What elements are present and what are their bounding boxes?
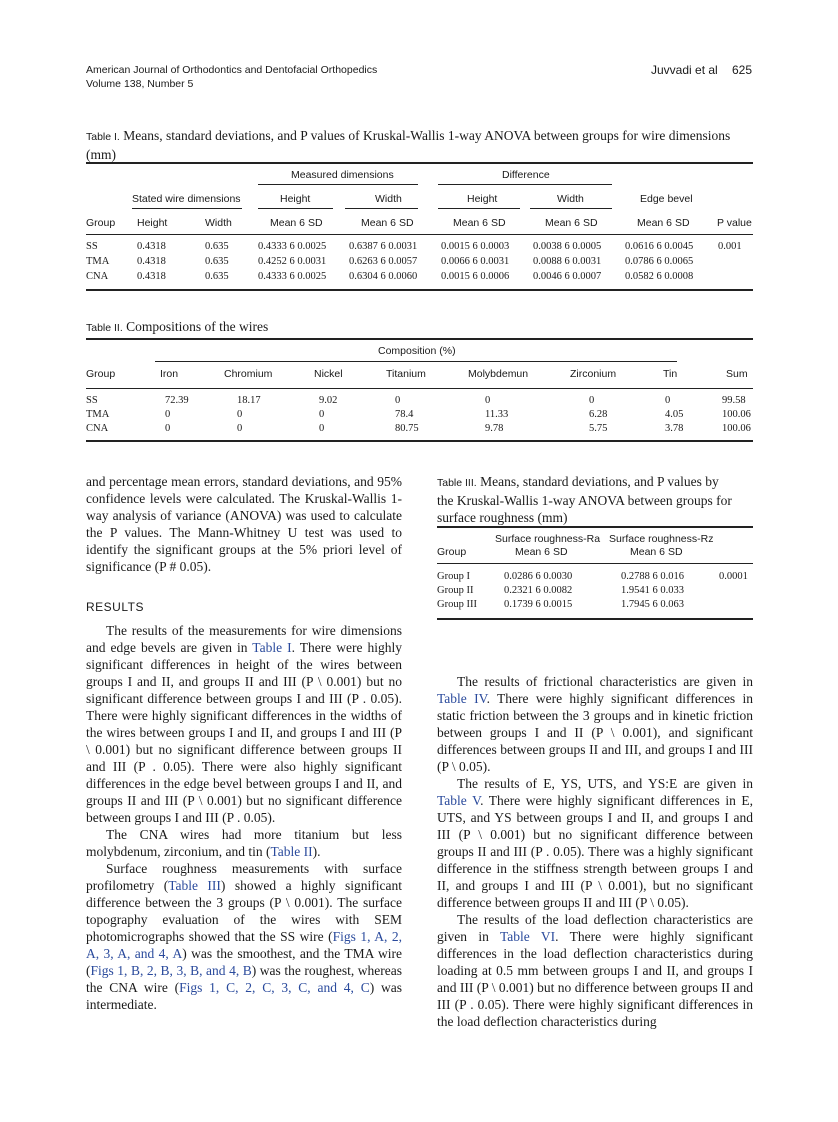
table2-cell: 9.78: [485, 423, 504, 434]
table1-cell-mh: 0.4333 6 0.0025: [258, 271, 327, 282]
table2-cell: TMA: [86, 409, 110, 420]
table1-cell-dw: 0.0088 6 0.0031: [533, 256, 602, 267]
results-paragraph-3: Surface roughness measurements with surface profilometry (Table III) showed a highly significant difference between the 3 groups (P \ 0.001). The surface topography evaluation of the wires with SEM photomicrographs showed that the SS wire (Figs 1, A, 2, A, 3, A, and 4, A) was the smoothest, and the TMA wire (Figs 1, B, 2, B, 3, B, and 4, B) was the roughest, whereas the CNA wire (Figs 1, C, 2, C, 3, C, and 4, C) was intermediate.: [86, 861, 403, 1012]
table2-cell: 0: [485, 395, 491, 406]
table2-cell: 0: [237, 409, 243, 420]
left-column-intro: [86, 473, 402, 575]
results-paragraph-1: The results of the measurements for wire dimensions and edge bevels are given in Table I. There were highly significant differences in height of the wires between groups I and II, and groups II and III (P \ 0.001) but no significant difference between groups I and III (P . 0.05). There were highly significant differences in the widths of the wires between groups I and II, and groups I and III (P \ 0.001) but no significant difference between groups II and III (P . 0.05). There were also highly significant differences in the edge bevel between groups I and II, and groups II and III (P \ 0.001) but no significant difference between groups I and III (P . 0.05).: [86, 623, 402, 825]
table3-cell-rz: 0.2788 6 0.016: [621, 571, 684, 582]
table2-caption-text: Compositions of the wires: [126, 319, 269, 334]
table1-mw-rule: [345, 208, 418, 209]
table3-cell-rz: 1.7945 6 0.063: [621, 599, 684, 610]
table3-col-group: Group: [437, 546, 467, 558]
table1-edge-bevel: Edge bevel: [640, 193, 693, 205]
table1-measured-header: Measured dimensions: [291, 169, 394, 181]
table1-cell-dh: 0.0015 6 0.0006: [441, 271, 510, 282]
table3-rz-header: Surface roughness-Rz: [609, 533, 714, 545]
table3-cell-g: Group II: [437, 585, 474, 596]
running-authors: Juvvadi et al: [651, 63, 718, 77]
figs-c-link[interactable]: Figs 1, C, 2, C, 3, C, and 4, C: [179, 980, 370, 995]
table1-cell-eb: 0.0786 6 0.0065: [625, 256, 694, 267]
table3-ra-header: Surface roughness-Ra: [495, 533, 601, 545]
table1-cell-g: TMA: [86, 256, 110, 267]
table3-label: Table III.: [437, 477, 477, 489]
table1-cell-eb: 0.0616 6 0.0045: [625, 241, 694, 252]
table2-cell: SS: [86, 395, 98, 406]
table1-col-mean-dw: Mean 6 SD: [545, 217, 598, 229]
page-number: 625: [732, 63, 753, 77]
table2-cell: 11.33: [485, 409, 509, 420]
table2-col-header: Chromium: [224, 368, 273, 380]
table2-cell: 100.06: [722, 409, 751, 420]
table3-caption: [437, 473, 753, 526]
table1-difference-width: Width: [557, 193, 584, 205]
table1-cell-h: 0.4318: [137, 241, 166, 252]
table2-cell: 0: [395, 395, 401, 406]
table3-ra-mean: Mean 6 SD: [515, 546, 568, 558]
results-paragraph-2: The CNA wires had more titanium but less molybdenum, zirconium, and tin (Table II).: [86, 827, 402, 859]
table1-measured-rule: [258, 184, 418, 185]
table2-cell: 0: [319, 409, 325, 420]
table1-stated-rule: [132, 208, 242, 209]
table1-col-height: Height: [137, 217, 168, 229]
table1-caption: [86, 127, 754, 163]
table1-cell-w: 0.635: [205, 241, 229, 252]
table1-dh-rule: [438, 208, 520, 209]
left-column-results: [86, 622, 402, 1013]
table2-cell: 0: [589, 395, 595, 406]
results-paragraph-4: The results of frictional characteristics are given in Table IV. There were highly significant differences in static friction between the 3 groups and in kinetic friction between groups I and II (P \ 0.001), and significant differences between groups II and III, and groups I and III (P \ 0.05).: [437, 674, 753, 774]
table1-caption-text: Means, standard deviations, and P values of Kruskal-Wallis 1-way ANOVA between groups for wire dimensions (mm): [86, 128, 731, 162]
results-paragraph-5: The results of E, YS, UTS, and YS:E are given in Table V. There were highly significant differences in E, UTS, and YS between groups I and II, and groups I and III (P \ 0.001) but no significant difference between groups II and III (P . 0.05). There was a highly significant difference in the stiffness strength between groups I and II, and groups I and III (P \ 0.001), but no significant difference between groups II and III (P \ 0.05).: [437, 776, 753, 910]
table3-caption-l3: surface roughness (mm): [437, 510, 568, 525]
table1-col-mean-mh: Mean 6 SD: [270, 217, 323, 229]
table1-cell-w: 0.635: [205, 256, 229, 267]
table3-cell-rz: 1.9541 6 0.033: [621, 585, 684, 596]
table3-cell-g: Group I: [437, 571, 470, 582]
table4-link[interactable]: Table IV: [437, 691, 487, 706]
table1-difference-rule: [438, 184, 612, 185]
journal-title: American Journal of Orthodontics and Dentofacial Orthopedics: [86, 64, 378, 76]
table3-bottom-rule: [437, 618, 753, 620]
table1-top-rule: [86, 162, 753, 164]
table1-difference-header: Difference: [502, 169, 550, 181]
table1-difference-height: Height: [467, 193, 498, 205]
table1-cell-eb: 0.0582 6 0.0008: [625, 271, 694, 282]
table1-bottom-rule: [86, 289, 753, 291]
table2-bottom-rule: [86, 440, 753, 442]
journal-volume: Volume 138, Number 5: [86, 78, 194, 90]
table1-cell-mh: 0.4333 6 0.0025: [258, 241, 327, 252]
table1-cell-dh: 0.0066 6 0.0031: [441, 256, 510, 267]
table1-cell-w: 0.635: [205, 271, 229, 282]
table2-col-header: Titanium: [386, 368, 426, 380]
right-column: [437, 673, 753, 1030]
table1-col-group: Group: [86, 217, 116, 229]
table1-cell-p: 0.001: [718, 241, 742, 252]
table3-caption-l2: the Kruskal-Wallis 1-way ANOVA between groups for: [437, 493, 732, 508]
table2-cell: 100.06: [722, 423, 751, 434]
table2-cell: 5.75: [589, 423, 608, 434]
table1-cell-mh: 0.4252 6 0.0031: [258, 256, 327, 267]
table5-link[interactable]: Table V: [437, 793, 481, 808]
table1-col-mean-dh: Mean 6 SD: [453, 217, 506, 229]
table3-rz-mean: Mean 6 SD: [630, 546, 683, 558]
table1-col-width: Width: [205, 217, 232, 229]
table1-cell-g: CNA: [86, 271, 109, 282]
table2-cell: 0: [319, 423, 325, 434]
table1-col-mean-mw: Mean 6 SD: [361, 217, 414, 229]
table1-mh-rule: [258, 208, 333, 209]
results-paragraph-6: The results of the load deflection characteristics are given in Table VI. There were highly significant differences in the load deflection characteristics during loading at 0.5 mm between groups I and II, and groups I and III (P \ 0.001) but no difference between groups II and III (P . 0.05). There were highly significant differences in the load deflection characteristics during: [437, 912, 753, 1029]
table1-cell-mw: 0.6387 6 0.0031: [349, 241, 418, 252]
table3-cell-p: 0.0001: [719, 571, 748, 582]
table2-composition-rule: [155, 361, 677, 362]
table3-cell-g: Group III: [437, 599, 477, 610]
table2-cell: 99.58: [722, 395, 746, 406]
table2-cell: 4.05: [665, 409, 684, 420]
table2-cell: 3.78: [665, 423, 684, 434]
table3-caption-l1: Means, standard deviations, and P values by: [480, 474, 719, 489]
table2-caption: [86, 318, 754, 337]
table6-link[interactable]: Table VI: [500, 929, 556, 944]
table2-cell: 0: [165, 409, 171, 420]
table1-cell-h: 0.4318: [137, 271, 166, 282]
table1-col-p: P value: [717, 217, 752, 229]
table2-header-rule: [86, 388, 753, 389]
table1-dw-rule: [530, 208, 612, 209]
table1-col-mean-eb: Mean 6 SD: [637, 217, 690, 229]
table2-cell: 0: [165, 423, 171, 434]
table1-cell-g: SS: [86, 241, 98, 252]
table1-cell-mw: 0.6263 6 0.0057: [349, 256, 418, 267]
table3-cell-ra: 0.0286 6 0.0030: [504, 571, 573, 582]
table1-cell-dw: 0.0046 6 0.0007: [533, 271, 602, 282]
table1-label: Table I.: [86, 131, 120, 143]
results-heading: RESULTS: [86, 600, 144, 614]
table2-top-rule: [86, 338, 753, 340]
table2-cell: CNA: [86, 423, 109, 434]
table1-cell-dw: 0.0038 6 0.0005: [533, 241, 602, 252]
table2-cell: 80.75: [395, 423, 419, 434]
table2-link[interactable]: Table II: [270, 844, 313, 859]
table1-measured-width: Width: [375, 193, 402, 205]
table2-cell: 9.02: [319, 395, 338, 406]
table2-label: Table II.: [86, 322, 123, 334]
table2-col-header: Nickel: [314, 368, 343, 380]
table2-cell: 78.4: [395, 409, 414, 420]
table1-measured-height: Height: [280, 193, 311, 205]
table1-link[interactable]: Table I: [252, 640, 292, 655]
table2-col-header: Zirconium: [570, 368, 617, 380]
table1-header-rule: [86, 234, 753, 235]
table3-top-rule: [437, 526, 753, 528]
table2-cell: 0: [237, 423, 243, 434]
table2-cell: 0: [665, 395, 671, 406]
table2-cell: 18.17: [237, 395, 261, 406]
table1-cell-dh: 0.0015 6 0.0003: [441, 241, 510, 252]
table1-stated-header: Stated wire dimensions: [132, 193, 241, 205]
table3-link[interactable]: Table III: [168, 878, 221, 893]
table1-cell-mw: 0.6304 6 0.0060: [349, 271, 418, 282]
methods-paragraph: and percentage mean errors, standard deviations, and 95% confidence levels were calculated. The Kruskal-Wallis 1-way analysis of variance (ANOVA) was used to calculate the P values. The Mann-Whitney U test was used to identify the significant groups at the 5% priori level of significance (P # 0.05).: [86, 474, 402, 574]
table2-cell: 72.39: [165, 395, 189, 406]
table2-composition-header: Composition (%): [378, 345, 456, 357]
table2-col-header: Molybdemun: [468, 368, 529, 380]
table1-cell-h: 0.4318: [137, 256, 166, 267]
table2-cell: 6.28: [589, 409, 608, 420]
table2-col-header: Group: [86, 368, 116, 380]
figs-b-link[interactable]: Figs 1, B, 2, B, 3, B, and 4, B: [90, 963, 252, 978]
table3-cell-ra: 0.2321 6 0.0082: [504, 585, 573, 596]
figs-a-link[interactable]: Figs 1, A, 2, A, 3, A, and 4, A: [86, 929, 402, 961]
table3-header-rule: [437, 563, 753, 564]
table2-col-header: Iron: [160, 368, 179, 380]
table3-cell-ra: 0.1739 6 0.0015: [504, 599, 573, 610]
table2-col-header: Sum: [726, 368, 748, 380]
table2-col-header: Tin: [663, 368, 678, 380]
